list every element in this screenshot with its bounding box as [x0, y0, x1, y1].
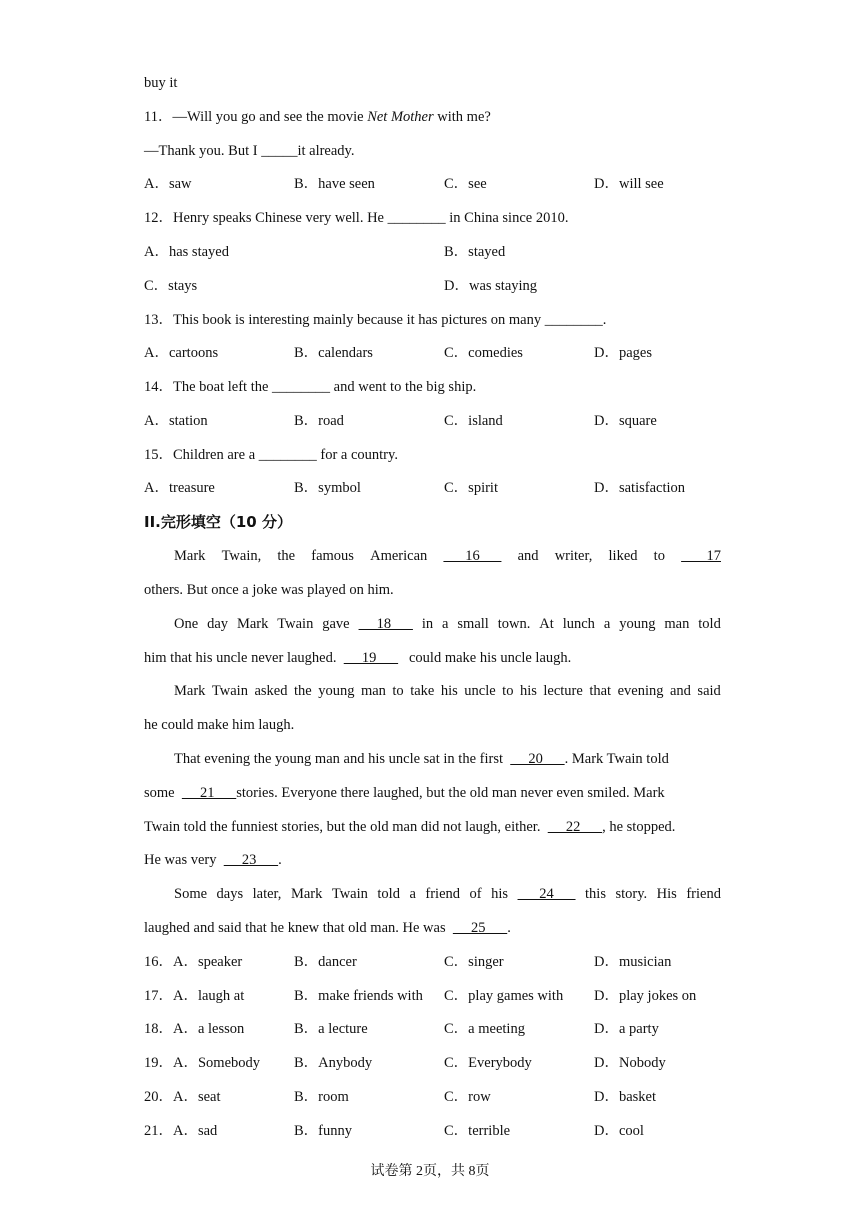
passage-word: Twain [277, 616, 314, 632]
q11-option-d[interactable]: D．will see [594, 176, 664, 192]
passage-word: to [502, 683, 514, 699]
passage-p5-line2 [144, 918, 511, 938]
passage-word: evening [617, 683, 664, 699]
passage-word: American [370, 548, 428, 564]
p4d-text-pre: He was very [144, 852, 224, 868]
q13-option-d[interactable]: D．pages [594, 345, 652, 361]
q15-option-d[interactable]: D．satisfaction [594, 480, 686, 496]
cloze-blank: 18 [358, 616, 413, 632]
p2-text-pre: him that his uncle never laughed. [144, 650, 344, 666]
blank-22: 22 [547, 819, 603, 835]
passage-word: a [409, 886, 416, 902]
q21-option-c[interactable]: C．terrible [444, 1123, 511, 1139]
passage-word: small [457, 616, 489, 632]
passage-word: asked [254, 683, 288, 699]
passage-word: gave [322, 616, 350, 632]
passage-word: his [440, 683, 458, 699]
q19-option-d[interactable]: D．Nobody [594, 1055, 666, 1071]
passage-word: town. [497, 616, 531, 632]
passage-word: a [442, 616, 449, 632]
passage-p4-line3 [144, 817, 675, 837]
passage-word: Some [174, 886, 208, 902]
passage-word: day [207, 616, 229, 632]
passage-p2-line2 [144, 648, 571, 668]
passage-word: Twain [331, 886, 368, 902]
q19-option-a[interactable]: 19．A．Somebody [144, 1055, 260, 1071]
q12-option-c[interactable]: C．stays [144, 278, 198, 294]
passage-word: man [664, 616, 690, 632]
passage-word: lunch [562, 616, 595, 632]
cloze-blank: 17 [681, 548, 721, 564]
passage-word: to [653, 548, 665, 564]
p2-text-post: could make his uncle laugh. [398, 650, 572, 666]
passage-word: friend [686, 886, 721, 902]
q12-option-a[interactable]: A．has stayed [144, 244, 229, 260]
passage-word: One [174, 616, 199, 632]
passage-p2-line1 [144, 614, 721, 634]
q14-option-c[interactable]: C．island [444, 413, 503, 429]
passage-p4-line4 [144, 850, 282, 870]
passage-word: to [392, 683, 404, 699]
passage-p4-line1 [144, 749, 669, 769]
passage-p5-line1 [144, 884, 721, 904]
passage-word: liked [608, 548, 638, 564]
q18-option-c[interactable]: C．a meeting [444, 1021, 525, 1037]
q11-option-b[interactable]: B．have seen [294, 176, 375, 192]
q20-option-c[interactable]: C．row [444, 1089, 491, 1105]
passage-word: story. [615, 886, 648, 902]
page-footer: 试卷第 2页，共 8页 [370, 1164, 490, 1179]
p4c-text-post: , he stopped. [602, 819, 676, 835]
question-11-reply: —Thank you. But I _____it already. [144, 143, 355, 159]
passage-word: At [539, 616, 554, 632]
passage-word: the [293, 683, 312, 699]
p4a-text-post: . Mark Twain told [564, 751, 669, 767]
passage-word: a [603, 616, 611, 632]
q18-option-d[interactable]: D．a party [594, 1021, 659, 1037]
q12-option-d[interactable]: D．was staying [444, 278, 538, 294]
passage-word: young [619, 616, 656, 632]
q16-option-a[interactable]: 16．A．speaker [144, 954, 243, 970]
q17-option-b[interactable]: B．make friends with [294, 988, 423, 1004]
passage-word: young [318, 683, 355, 699]
passage-word: writer, [554, 548, 593, 564]
passage-word: of [469, 886, 482, 902]
q17-option-a[interactable]: 17．A．laugh at [144, 988, 245, 1004]
passage-word: Mark [236, 616, 269, 632]
passage-word: in [421, 616, 434, 632]
question-15-stem: 15．Children are a ________ for a country. [144, 447, 398, 463]
passage-word: later, [252, 886, 282, 902]
q18-option-a[interactable]: 18．A．a lesson [144, 1021, 245, 1037]
passage-p3-line1 [144, 681, 721, 701]
question-11-stem [144, 107, 491, 127]
q18-option-b[interactable]: B．a lecture [294, 1021, 368, 1037]
q11-option-a[interactable]: A．saw [144, 176, 192, 192]
p4a-text-pre: That evening the young man and his uncle sat in the first [174, 751, 511, 767]
passage-word: friend [425, 886, 461, 902]
q15-option-a[interactable]: A．treasure [144, 480, 215, 496]
section-2-heading: II.完形填空（10 分） [144, 513, 292, 531]
q13-option-a[interactable]: A．cartoons [144, 345, 219, 361]
cloze-blank: 16 [443, 548, 502, 564]
passage-p4-line2 [144, 783, 665, 803]
passage-p3-line2: he could make him laugh. [144, 717, 295, 733]
passage-word: Mark [174, 683, 206, 699]
question-14-stem: 14．The boat left the ________ and went to the big ship. [144, 379, 477, 395]
passage-word: His [656, 886, 677, 902]
passage-word: said [697, 683, 721, 699]
blank-19: 19 [343, 650, 399, 666]
q11-stem-pre: 11．—Will you go and see the movie [144, 109, 368, 125]
q20-option-b[interactable]: B．room [294, 1089, 349, 1105]
q11-stem-post: with me? [433, 109, 491, 125]
q13-option-c[interactable]: C．comedies [444, 345, 523, 361]
passage-word: days [216, 886, 244, 902]
q15-option-c[interactable]: C．spirit [444, 480, 498, 496]
blank-25: 25 [452, 920, 508, 936]
passage-word: lecture [543, 683, 583, 699]
passage-word: told [698, 616, 721, 632]
blank-21: 21 [181, 785, 237, 801]
q17-option-d[interactable]: D．play jokes on [594, 988, 697, 1004]
passage-word: this [585, 886, 606, 902]
passage-word: famous [311, 548, 354, 564]
passage-word: that [589, 683, 612, 699]
p5b-text-pre: laughed and said that he knew that old man. He was [144, 920, 453, 936]
q21-option-d[interactable]: D．cool [594, 1123, 644, 1139]
q16-option-b[interactable]: B．dancer [294, 954, 357, 970]
passage-word: Twain [211, 683, 248, 699]
q17-option-c[interactable]: C．play games with [444, 988, 564, 1004]
q19-option-c[interactable]: C．Everybody [444, 1055, 532, 1071]
q16-option-d[interactable]: D．musician [594, 954, 672, 970]
passage-word: his [491, 886, 509, 902]
q14-option-b[interactable]: B．road [294, 413, 344, 429]
q11-movie-title: Net Mother [367, 109, 434, 125]
passage-word: Mark [174, 548, 206, 564]
q19-option-b[interactable]: B．Anybody [294, 1055, 373, 1071]
passage-word: take [410, 683, 435, 699]
q21-option-b[interactable]: B．funny [294, 1123, 352, 1139]
passage-word: Mark [290, 886, 323, 902]
blank-20: 20 [510, 751, 565, 767]
cloze-blank: 24 [517, 886, 576, 902]
p4d-text-post: . [278, 852, 282, 868]
passage-word: man [360, 683, 386, 699]
q12-option-b[interactable]: B．stayed [444, 244, 506, 260]
passage-word: and [669, 683, 691, 699]
passage-word: Twain, [221, 548, 262, 564]
q13-option-b[interactable]: B．calendars [294, 345, 373, 361]
passage-p1-line2: others. But once a joke was played on him. [144, 582, 394, 598]
p5b-text-post: . [507, 920, 511, 936]
q11-option-c[interactable]: C．see [444, 176, 487, 192]
blank-23: 23 [223, 852, 279, 868]
q20-option-d[interactable]: D．basket [594, 1089, 657, 1105]
passage-word: and [517, 548, 539, 564]
passage-word: his [519, 683, 537, 699]
q16-option-c[interactable]: C．singer [444, 954, 504, 970]
q14-option-a[interactable]: A．station [144, 413, 208, 429]
question-12-stem: 12．Henry speaks Chinese very well. He ________ in China since 2010. [144, 210, 569, 226]
p4b-text-pre: some [144, 785, 182, 801]
passage-word: uncle [464, 683, 496, 699]
passage-word: told [377, 886, 400, 902]
q15-option-b[interactable]: B．symbol [294, 480, 361, 496]
passage-word: the [277, 548, 296, 564]
carryover-text: buy it [144, 75, 178, 91]
q20-option-a[interactable]: 20．A．seat [144, 1089, 221, 1105]
q14-option-d[interactable]: D．square [594, 413, 657, 429]
p4b-text-post: stories. Everyone there laughed, but the old man never even smiled. Mark [236, 785, 665, 801]
q21-option-a[interactable]: 21．A．sad [144, 1123, 218, 1139]
p4c-text-pre: Twain told the funniest stories, but the old man did not laugh, either. [144, 819, 548, 835]
question-13-stem: 13．This book is interesting mainly because it has pictures on many ________. [144, 312, 607, 328]
passage-p1-line1 [144, 546, 721, 566]
